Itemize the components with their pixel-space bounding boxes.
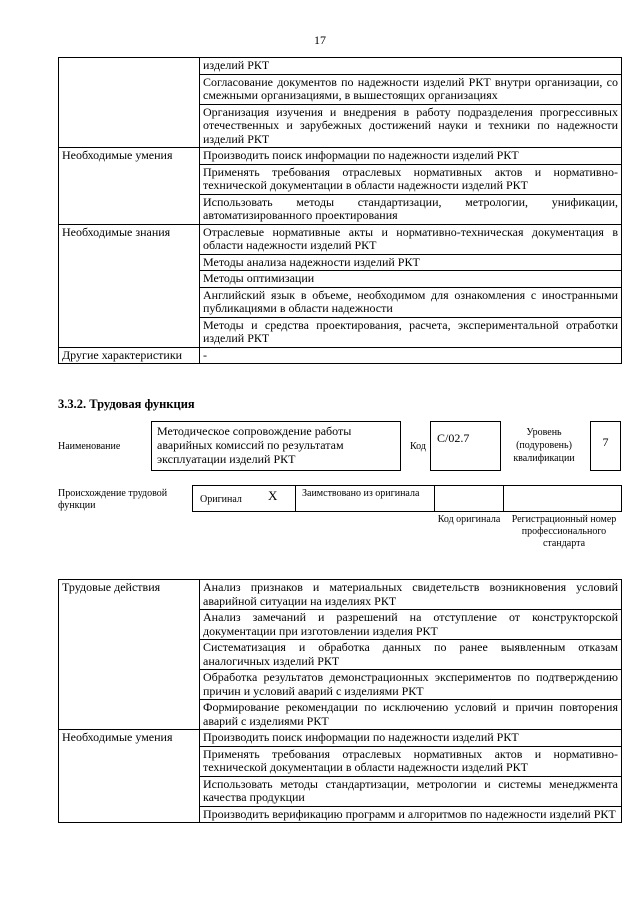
row-item: Формирование рекомендации по исключению условий и причин повторения аварий с изделиями РКТ bbox=[200, 700, 622, 730]
code-value: C/02.7 bbox=[430, 421, 501, 471]
row-item: Методы оптимизации bbox=[200, 271, 622, 288]
row-item: Согласование документов по надежности изделий РКТ внутри организации, со смежными организациями, в вышестоящих организациях bbox=[200, 74, 622, 104]
row-item: Методы и средства проектирования, расчета, экспериментальной отработки изделий РКТ bbox=[200, 317, 622, 347]
row-item: Использовать методы стандартизации, метрологии и системы менеджмента качества продукции bbox=[200, 776, 622, 806]
row-label: Другие характеристики bbox=[59, 347, 200, 364]
row-item: Английский язык в объеме, необходимом для ознакомления с иностранными публикациями в области надежности bbox=[200, 287, 622, 317]
table-row bbox=[59, 730, 622, 747]
row-item: Анализ признаков и материальных свидетельств возникновения условий аварийной ситуации на изделиях РКТ bbox=[200, 580, 622, 610]
row-item: Методы анализа надежности изделий РКТ bbox=[200, 254, 622, 271]
page-number: 17 bbox=[314, 33, 326, 47]
borrowed-label: Заимствовано из оригинала bbox=[302, 488, 420, 499]
origin-label: Происхождение трудовой функции bbox=[58, 488, 168, 511]
row-item: Анализ замечаний и разрешений на отступление от конструкторской документации при изготовлении изделия РКТ bbox=[200, 610, 622, 640]
row-item: изделий РКТ bbox=[200, 58, 622, 75]
top-requirements-table bbox=[58, 57, 622, 364]
code-origin-cell bbox=[434, 485, 504, 512]
code-label: Код bbox=[410, 441, 426, 452]
level-value: 7 bbox=[590, 421, 621, 471]
name-label: Наименование bbox=[58, 441, 121, 452]
row-item: Производить поиск информации по надежности изделий РКТ bbox=[200, 730, 622, 747]
table-row bbox=[59, 580, 622, 610]
table-row bbox=[59, 224, 622, 254]
row-item: Производить верификацию программ и алгоритмов по надежности изделий РКТ bbox=[200, 806, 622, 823]
table-row bbox=[59, 347, 622, 364]
row-item: Организация изучения и внедрения в работу подразделения прогрессивных отечественных и зарубежных достижений науки и техники по надежности изделий РКТ bbox=[200, 104, 622, 148]
level-label: Уровень (подуровень) квалификации bbox=[513, 427, 575, 464]
row-item: Применять требования отраслевых нормативных актов и нормативно-технической документации в области надежности изделий РКТ bbox=[200, 746, 622, 776]
row-item: Применять требования отраслевых нормативных актов и нормативно-технической документации в области надежности изделий РКТ bbox=[200, 164, 622, 194]
registration-caption: Регистрационный номер профессионального стандарта bbox=[511, 514, 617, 549]
row-item: - bbox=[200, 347, 622, 364]
table-row bbox=[59, 148, 622, 165]
code-origin-caption: Код оригинала bbox=[437, 514, 501, 525]
row-label: Трудовые действия bbox=[59, 580, 200, 730]
row-item: Обработка результатов демонстрационных экспериментов по подтверждению причин и условий аварий с изделиями РКТ bbox=[200, 670, 622, 700]
function-name-value: Методическое сопровождение работы аварийных комиссий по результатам эксплуатации изделий РКТ bbox=[151, 421, 401, 471]
origin-divider bbox=[260, 485, 296, 512]
row-label: Необходимые знания bbox=[59, 224, 200, 347]
row-item: Отраслевые нормативные акты и нормативно-техническая документация в области надежности изделий РКТ bbox=[200, 224, 622, 254]
section-heading: 3.3.2. Трудовая функция bbox=[58, 397, 195, 411]
table-row bbox=[59, 58, 622, 75]
bottom-requirements-table bbox=[58, 579, 622, 823]
row-item: Систематизация и обработка данных по ранее выявленным отказам аналогичных изделий РКТ bbox=[200, 640, 622, 670]
row-label: Необходимые умения bbox=[59, 730, 200, 823]
original-label: Оригинал bbox=[200, 494, 242, 505]
row-label bbox=[59, 58, 200, 148]
row-item: Использовать методы стандартизации, метрологии, унификации, автоматизированного проектирования bbox=[200, 194, 622, 224]
row-item: Производить поиск информации по надежности изделий РКТ bbox=[200, 148, 622, 165]
original-mark: X bbox=[268, 488, 278, 503]
row-label: Необходимые умения bbox=[59, 148, 200, 225]
